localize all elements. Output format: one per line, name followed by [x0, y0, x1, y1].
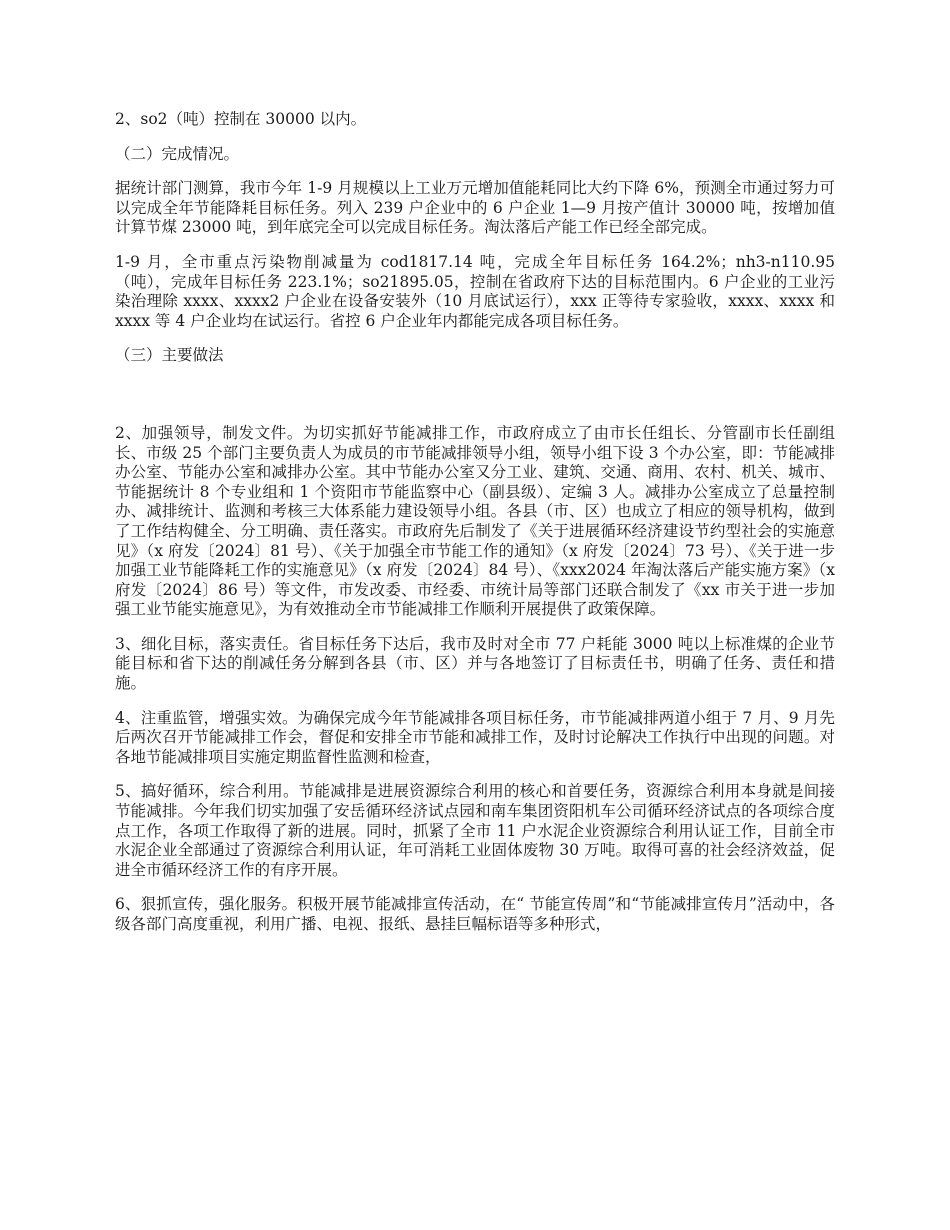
document-body — [115, 110, 835, 950]
paragraph-supervision: 4、注重监管，增强实效。为确保完成今年节能减排各项目标任务，市节能减排两道小组于 7 月、9 月先后两次召开节能减排工作会，督促和安排全市节能和减排工作，及时讨论解决工作执行中出现的问题。对各地节能减排项目实施定期监督性监测和检查， — [115, 708, 835, 766]
paragraph-energy-statistics: 据统计部门测算，我市今年 1-9 月规模以上工业万元增加值能耗同比大约下降 6%，预测全市通过努力可以完成全年节能降耗目标任务。列入 239 户企业中的 6 户企业 1—9 月按产值计 30000 吨，按增加值计算节煤 23000 吨，到年底完全可以完成目标任务。淘汰落后产能工作已经全部完成。 — [115, 179, 835, 237]
section-heading-main-practices: （三）主要做法 — [115, 346, 224, 365]
paragraph-so2-control: 2、so2（吨）控制在 30000 以内。 — [115, 110, 367, 128]
paragraph-targets: 3、细化目标，落实责任。省目标任务下达后，我市及时对全市 77 户耗能 3000 吨以上标准煤的企业节能目标和省下达的削减任务分解到各县（市、区）并与各地签订了目标责任书，明确了任务、责任和措施。 — [115, 634, 835, 693]
paragraph-recycling: 5、搞好循环，综合利用。节能减排是进展资源综合利用的核心和首要任务，资源综合利用本身就是间接节能减排。今年我们切实加强了安岳循环经济试点园和南车集团资阳机车公司循环经济试点的各项综合度点工作，各项工作取得了新的进展。同时，抓紧了全市 11 户水泥企业资源综合利用认证工作，目前全市水泥企业全部通过了资源综合利用认证，年可消耗工业固体废物 30 万吨。取得可喜的社会经济效益，促进全市循环经济工作的有序开展。 — [115, 782, 835, 879]
blank-space — [115, 381, 835, 424]
paragraph-pollutant-reduction: 1-9 月，全市重点污染物削减量为 cod1817.14 吨，完成全年目标任务 164.2%；nh3-n110.95（吨），完成年目标任务 223.1%；so21895.05，控制在省政府下达的目标范围内。6 户企业的工业污染治理除 xxxx、xxxx2 户企业在设备安装外（10 月底试运行），xxx 正等待专家验收，xxxx、xxxx 和 xxxx 等 4 户企业均在试运行。省控 6 户企业年内都能完成各项目标任务。 — [115, 252, 835, 330]
paragraph-publicity: 6、狠抓宣传，强化服务。积极开展节能减排宣传活动，在“ 节能宣传周”和“节能减排宣传月”活动中，各级各部门高度重视，利用广播、电视、报纸、悬挂巨幅标语等多种形式， — [115, 895, 835, 933]
paragraph-leadership: 2、加强领导，制发文件。为切实抓好节能减排工作，市政府成立了由市长任组长、分管副市长任副组长、市级 25 个部门主要负责人为成员的市节能减排领导小组，领导小组下设 3 个办公室，即：节能减排办公室、节能办公室和减排办公室。其中节能办公室又分工业、建筑、交通、商用、农村、机关、城市、节能据统计 8 个专业组和 1 个资阳市节能监察中心（副县级）、定编 3 人。减排办公室成立了总量控制办、减排统计、监测和考核三大体系能力建设领导小组。各县（市、区）也成立了相应的领导机构，做到了工作结构健全、分工明确、责任落实。市政府先后制发了《关于进展循环经济建设节约型社会的实施意见》（x 府发〔2024〕81 号）、《关于加强全市节能工作的通知》（x 府发〔2024〕73 号）、《关于进一步加强工业节能降耗工作的实施意见》（x 府发〔2024〕84 号）、《xxx2024 年淘汰落后产能实施方案》（x 府发〔2024〕86 号）等文件，市发改委、市经委、市统计局等部门还联合制发了《xx 市关于进一步加强工业节能实施意见》，为有效推动全市节能减排工作顺利开展提供了政策保障。 — [115, 423, 835, 619]
section-heading-completion: （二）完成情况。 — [115, 144, 240, 163]
